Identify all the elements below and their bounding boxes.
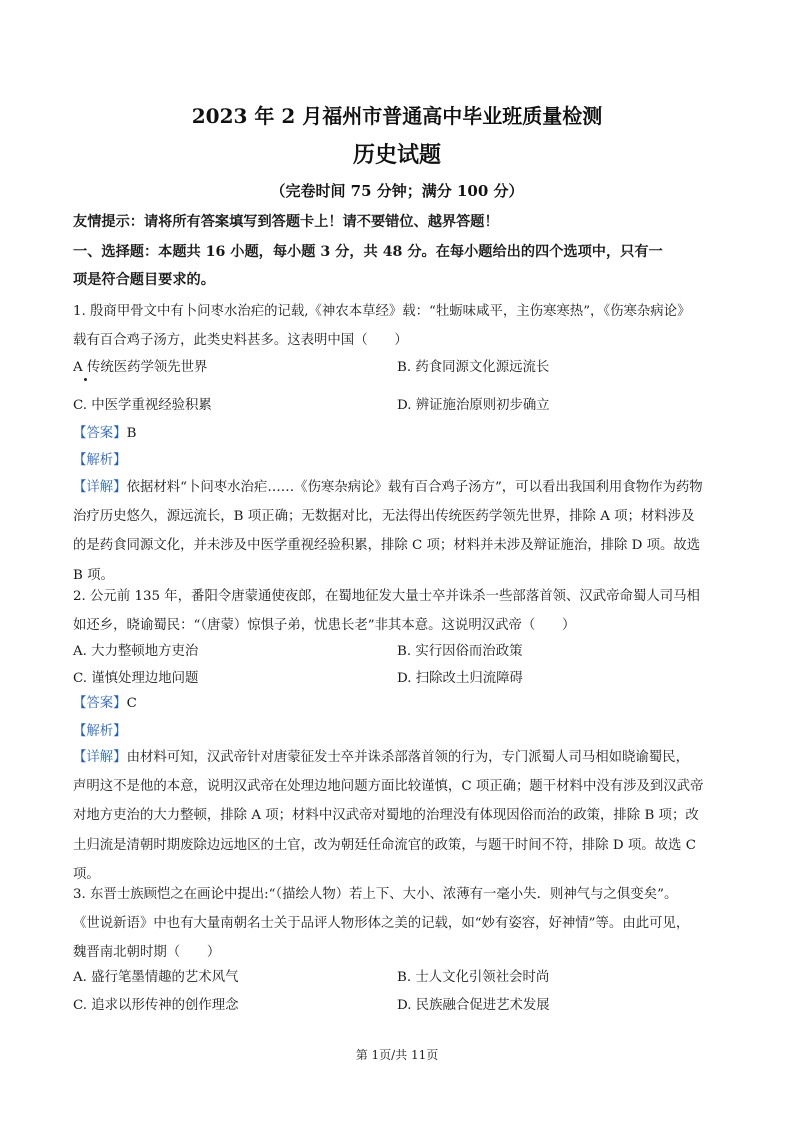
dot-mark xyxy=(84,378,87,381)
answer-label: 【答案】 xyxy=(73,696,127,711)
detail-line: 项。 xyxy=(73,866,100,882)
question-1-option-b: B. 药食同源文化源远流长 xyxy=(397,360,550,375)
question-1-analysis-label xyxy=(73,446,723,475)
section-heading-line-1: 一、选择题：本题共 16 小题，每小题 3 分，共 48 分。在每小题给出的四个选项中，只有一 xyxy=(73,244,663,260)
question-1-option-a: A 传统医药学领先世界 xyxy=(73,360,208,375)
question-2-stem xyxy=(73,582,723,640)
question-1-detail xyxy=(73,473,723,590)
question-2-analysis-label xyxy=(73,717,723,746)
exam-title: 2023 年 2 月福州市普通高中毕业班质量检测 xyxy=(191,104,603,128)
question-3-option-d: D. 民族融合促进艺术发展 xyxy=(397,998,550,1013)
detail-label: 【详解】 xyxy=(73,480,127,495)
subject-title: 历史试题 xyxy=(352,142,441,168)
stem-line: 如还乡，晓谕蜀民：“（唐蒙）惊惧子弟，忧患长老”非其本意。这说明汉武帝（ ） xyxy=(73,618,576,634)
question-3-option-b: B. 士人文化引领社会时尚 xyxy=(397,970,550,985)
detail-label: 【详解】 xyxy=(73,750,127,765)
answer-value: B xyxy=(126,426,137,441)
question-1-option-c: C. 中医学重视经验积累 xyxy=(73,398,212,413)
question-1-stem xyxy=(73,297,723,355)
question-2-option-d: D. 扫除改土归流障碍 xyxy=(397,671,523,686)
detail-line: 【详解】依据材料“卜问枣水治疟……《伤寒杂病论》载有百合鸡子汤方”，可以看出我国利用食物作为药物 xyxy=(73,480,703,495)
detail-line: 治疗历史悠久，源远流长，B 项正确；无数据对比，无法得出传统医药学领先世界，排除 A 项；材料涉及 xyxy=(73,509,695,525)
stem-line: 载有百合鸡子汤方，此类史料甚多。这表明中国（ ） xyxy=(73,333,408,349)
analysis-label: 【解析】 xyxy=(73,453,127,468)
question-3-option-a: A. 盛行笔墨情趣的艺术风气 xyxy=(73,970,239,985)
stem-line: 《世说新语》中也有大量南朝名士关于品评人物形体之美的记载，如“妙有姿容，好神情”等。由此可见， xyxy=(73,916,690,932)
question-3-stem xyxy=(73,880,723,968)
question-2-answer xyxy=(73,689,723,718)
detail-line: 【详解】由材料可知，汉武帝针对唐蒙征发士卒并诛杀部落首领的行为，专门派蜀人司马相如晓谕蜀民， xyxy=(73,750,689,765)
stem-line: 2. 公元前 135 年，番阳令唐蒙通使夜郎，在蜀地征发大量士卒并诛杀一些部落首领、汉武帝命蜀人司马相 xyxy=(73,589,700,604)
stem-line: 1. 殷商甲骨文中有卜问枣水治疟的记载,《神农本草经》载：“牡蛎味咸平，主伤寒寒热”，《伤寒杂病论》 xyxy=(73,304,691,319)
stem-line: 魏晋南北朝时期（ ） xyxy=(73,945,221,961)
question-3-option-c: C. 追求以形传神的创作理念 xyxy=(73,998,239,1013)
question-1-answer xyxy=(73,419,723,448)
detail-line: 土归流是清朝时期废除边远地区的土官，改为朝廷任命流官的政策，与题干时间不符，排除 D 项。故选 C xyxy=(73,837,696,853)
answer-label: 【答案】 xyxy=(73,426,127,441)
analysis-label: 【解析】 xyxy=(73,724,127,739)
page-footer: 第 1页/共 11页 xyxy=(355,1048,439,1062)
question-2-option-b: B. 实行因俗而治政策 xyxy=(397,644,523,659)
question-2-option-a: A. 大力整顿地方吏治 xyxy=(73,644,199,659)
section-heading-line-2: 项是符合题目要求的。 xyxy=(73,272,215,288)
friendly-notice: 友情提示：请将所有答案填写到答题卡上！请不要错位、越界答题！ xyxy=(73,214,499,230)
question-2-option-c: C. 谨慎处理边地问题 xyxy=(73,671,199,686)
question-1-option-d: D. 辨证施治原则初步确立 xyxy=(397,398,550,413)
question-2-detail xyxy=(73,743,723,889)
stem-line: 3. 东晋士族顾恺之在画论中提出:“（描绘人物）若上下、大小、浓薄有一毫小失．则神气与之俱变矣”。 xyxy=(73,887,678,902)
answer-value: C xyxy=(126,696,137,711)
detail-line: 对地方吏治的大力整顿，排除 A 项；材料中汉武帝对蜀地的治理没有体现因俗而治的政策，排除 B 项；改 xyxy=(73,808,699,824)
exam-info: （完卷时间 75 分钟；满分 100 分） xyxy=(270,182,524,200)
detail-line: 的是药食同源文化，并未涉及中医学重视经验积累，排除 C 项；材料并未涉及辩证施治，排除 D 项。故选 xyxy=(73,538,701,554)
detail-line: B 项。 xyxy=(73,567,114,583)
detail-line: 声明这不是他的本意，说明汉武帝在处理边地问题方面比较谨慎，C 项正确；题干材料中没有涉及到汉武帝 xyxy=(73,779,704,795)
